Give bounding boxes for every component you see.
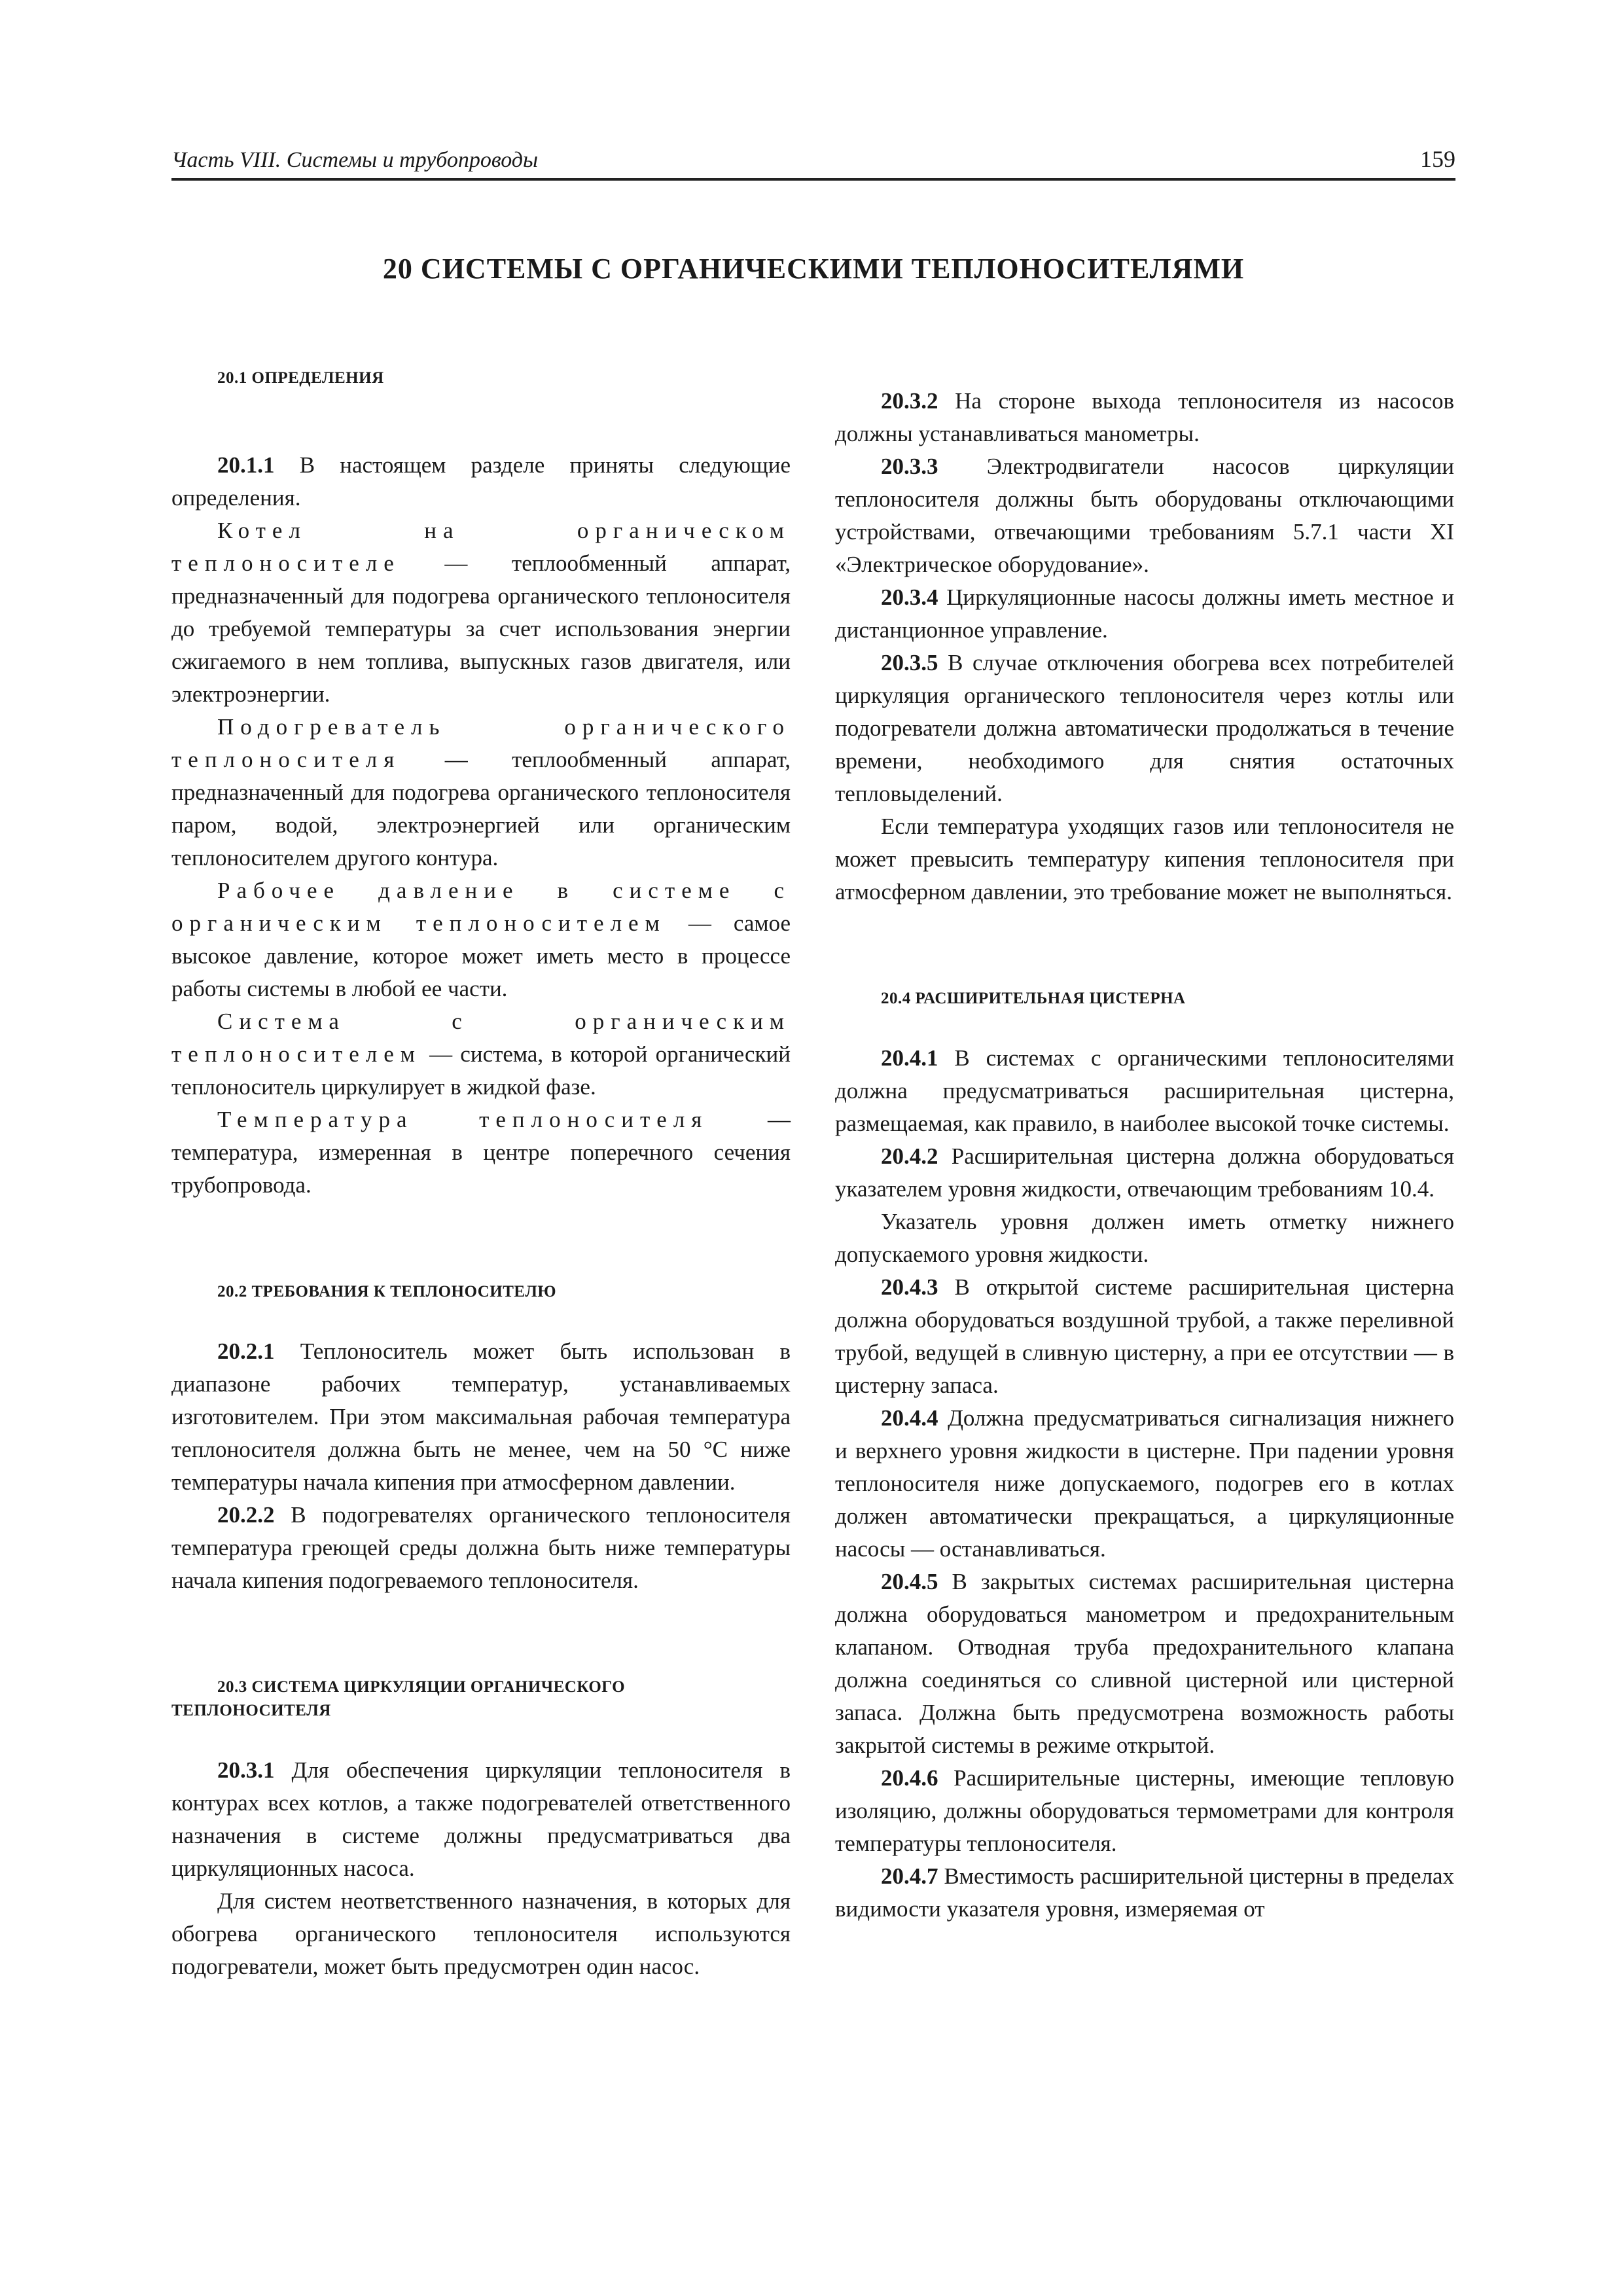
section-heading-20-1: 20.1 ОПРЕДЕЛЕНИЯ: [217, 369, 384, 387]
clause-number: 20.1.1: [217, 452, 275, 478]
running-title: Часть VIII. Системы и трубопроводы: [171, 148, 539, 172]
clause-number: 20.3.1: [217, 1757, 275, 1783]
paragraph-20-4-2: 20.4.2 Расширительная цистерна должна оборудоваться указателем уровня жидкости, отвечающим требованиям 10.4.: [835, 1143, 1454, 1202]
right-column: [835, 385, 1454, 1926]
clause-number: 20.2.2: [217, 1502, 275, 1528]
paragraph-20-3-5b: Если температура уходящих газов или теплоносителя не может превысить температуру кипения теплоносителя при атмосферном давлении, это требование может не выполняться.: [835, 814, 1454, 905]
clause-number: 20.3.5: [881, 650, 938, 675]
paragraph-20-3-4: 20.3.4 Циркуляционные насосы должны иметь местное и дистанционное управление.: [835, 584, 1454, 643]
left-column: [171, 367, 791, 1983]
clause-number: 20.3.2: [881, 388, 938, 414]
clause-number: 20.4.6: [881, 1765, 938, 1791]
paragraph-20-3-5: 20.3.5 В случае отключения обогрева всех потребителей циркуляция органического теплоносителя через котлы или подогреватели должна автоматически продолжаться в течение времени, необходимого для снятия остаточных тепловыделений.: [835, 650, 1454, 806]
clause-number: 20.3.4: [881, 584, 938, 610]
paragraph-20-3-2: 20.3.2 На стороне выхода теплоносителя из насосов должны устанавливаться манометры.: [835, 388, 1454, 446]
section-heading-20-3: 20.3 СИСТЕМА ЦИРКУЛЯЦИИ ОРГАНИЧЕСКОГО ТЕПЛОНОСИТЕЛЯ: [171, 1678, 626, 1719]
definition-term: Котел на органическом теплоносителе: [171, 518, 791, 576]
paragraph-20-2-2: 20.2.2 В подогревателях органического теплоносителя температура греющей среды должна быть ниже температуры начала кипения подогреваемого теплоносителя.: [171, 1502, 791, 1593]
paragraph-20-3-1: 20.3.1 Для обеспечения циркуляции теплоносителя в контурах всех котлов, а также подогревателей ответственного назначения в системе должны предусматриваться два циркуляционных насоса.: [171, 1757, 791, 1881]
clause-number: 20.4.4: [881, 1405, 938, 1431]
paragraph-20-3-1b: Для систем неответственного назначения, в которых для обогрева органического теплоносителя используются подогреватели, может быть предусмотрен один насос.: [171, 1888, 791, 1979]
clause-number: 20.2.1: [217, 1338, 275, 1364]
page-header: [171, 139, 1455, 181]
clause-number: 20.4.7: [881, 1863, 938, 1889]
clause-number: 20.3.3: [881, 454, 938, 479]
definition-term: Температура теплоносителя: [217, 1107, 709, 1132]
paragraph-20-3-3: 20.3.3 Электродвигатели насосов циркуляции теплоносителя должны быть оборудованы отключающими устройствами, отвечающими требованиям 5.7.1 части XI «Электрическое оборудование».: [835, 454, 1454, 577]
definition-boiler: Котел на органическом теплоносителе — теплообменный аппарат, предназначенный для подогрева органического теплоносителя до требуемой температуры за счет использования энергии сжигаемого в нем топлива, выпускных газов двигателя, или электроэнергии.: [171, 518, 791, 707]
definition-heater: Подогреватель органического теплоносителя — теплообменный аппарат, предназначенный для подогрева органического теплоносителя паром, водой, электроэнергией или органическим теплоносителем другого контура.: [171, 714, 791, 870]
clause-number: 20.4.5: [881, 1569, 938, 1594]
paragraph-20-4-1: 20.4.1 В системах с органическими теплоносителями должна предусматриваться расширительная цистерна, размещаемая, как правило, в наиболее высокой точке системы.: [835, 1045, 1454, 1136]
paragraph-20-4-2b: Указатель уровня должен иметь отметку нижнего допускаемого уровня жидкости.: [835, 1209, 1454, 1267]
definition-term: Подогреватель органического теплоносителя: [171, 714, 791, 772]
paragraph-20-4-6: 20.4.6 Расширительные цистерны, имеющие тепловую изоляцию, должны оборудоваться термометрами для контроля температуры теплоносителя.: [835, 1765, 1454, 1856]
section-heading-20-2: 20.2 ТРЕБОВАНИЯ К ТЕПЛОНОСИТЕЛЮ: [217, 1283, 557, 1300]
clause-number: 20.4.3: [881, 1274, 938, 1300]
section-heading-20-4: 20.4 РАСШИРИТЕЛЬНАЯ ЦИСТЕРНА: [881, 990, 1186, 1007]
definition-term: Рабочее давление в системе с органическим теплоносителем: [171, 878, 791, 936]
paragraph-20-4-4: 20.4.4 Должна предусматриваться сигнализация нижнего и верхнего уровня жидкости в цистерне. При падении уровня теплоносителя ниже допускаемого, подогрев его в котлах должен автоматически прекращаться, а циркуляционные насосы — останавливаться.: [835, 1405, 1454, 1562]
chapter-title: 20 СИСТЕМЫ С ОРГАНИЧЕСКИМИ ТЕПЛОНОСИТЕЛЯМИ: [382, 253, 1245, 285]
paragraph-20-2-1: 20.2.1 Теплоноситель может быть использован в диапазоне рабочих температур, устанавливаемых изготовителем. При этом максимальная рабочая температура теплоносителя должна быть не менее, чем на 50 °С ниже температуры начала кипения при атмосферном давлении.: [171, 1338, 791, 1495]
definition-term: Система с органическим теплоносителем: [171, 1009, 791, 1067]
paragraph-20-4-7: 20.4.7 Вместимость расширительной цистерны в пределах видимости указателя уровня, измеряемая от: [835, 1863, 1454, 1922]
paragraph-20-4-5: 20.4.5 В закрытых системах расширительная цистерна должна оборудоваться манометром и предохранительным клапаном. Отводная труба предохранительного клапана должна соединяться со сливной цистерной или цистерной запаса. Должна быть предусмотрена возможность работы закрытой системы в режиме открытой.: [835, 1569, 1454, 1758]
definition-system: Система с органическим теплоносителем — система, в которой органический теплоноситель циркулирует в жидкой фазе.: [171, 1009, 791, 1100]
paragraph-20-1-1: 20.1.1 В настоящем разделе приняты следующие определения.: [171, 452, 791, 511]
definition-working-pressure: Рабочее давление в системе с органическим теплоносителем — самое высокое давление, которое может иметь место в процессе работы системы в любой ее части.: [171, 878, 791, 1001]
definition-temperature: Температура теплоносителя — температура, измеренная в центре поперечного сечения трубопровода.: [171, 1107, 791, 1198]
clause-number: 20.4.1: [881, 1045, 938, 1071]
paragraph-20-4-3: 20.4.3 В открытой системе расширительная цистерна должна оборудоваться воздушной трубой, а также переливной трубой, ведущей в сливную цистерну, а при ее отсутствии — в цистерну запаса.: [835, 1274, 1454, 1398]
clause-number: 20.4.2: [881, 1143, 938, 1169]
page-number: 159: [1420, 146, 1455, 172]
